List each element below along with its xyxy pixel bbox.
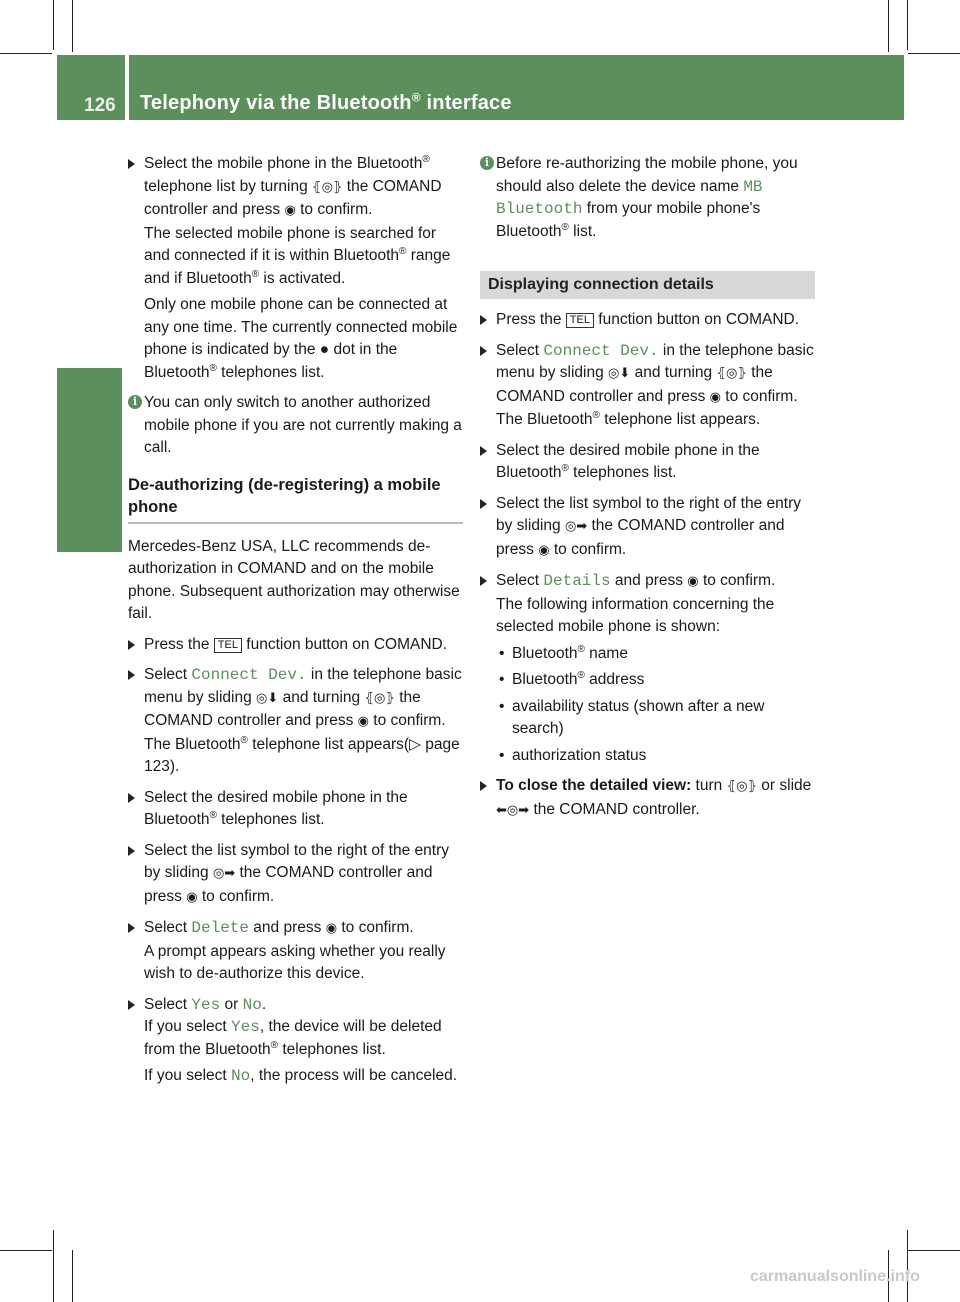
info-icon: i <box>480 156 494 170</box>
menu-item-delete: Delete <box>191 919 249 937</box>
crop-mark <box>0 53 52 54</box>
crop-mark <box>72 1250 73 1302</box>
right-column <box>480 153 815 830</box>
dot-icon: ● <box>319 341 330 358</box>
arrow-icon <box>480 346 487 356</box>
step-delete: Select Delete and press ◉ to confirm. A prompt appears asking whether you really wish to de-authorize this device. <box>128 917 463 986</box>
device-name: MB Bluetooth <box>496 177 763 218</box>
crop-mark <box>908 53 960 54</box>
menu-item-connect-dev: Connect Dev. <box>543 341 659 360</box>
controller-slide-right-icon: ◎➡ <box>564 519 588 534</box>
controller-press-icon: ◉ <box>186 889 198 905</box>
step-list-symbol: Select the list symbol to the right of the entry by sliding ◎➡ the COMAND controller and press ◉ to confirm. <box>128 840 463 910</box>
crop-mark <box>72 0 73 52</box>
arrow-icon <box>480 446 487 456</box>
controller-slide-right-icon: ◎➡ <box>212 866 236 881</box>
crop-mark <box>53 0 54 50</box>
controller-press-icon: ◉ <box>709 389 721 405</box>
info-note: i Before re-authorizing the mobile phone, you should also delete the device name MB Bluetooth from your mobile phone's Bluetooth® list. <box>480 153 815 243</box>
page-ref-icon: ▷ <box>409 735 421 753</box>
arrow-icon <box>128 923 135 933</box>
list-item: • Bluetooth® name <box>496 643 815 666</box>
arrow-icon <box>128 793 135 803</box>
arrow-icon <box>480 499 487 509</box>
crop-mark <box>907 1230 908 1302</box>
crop-mark <box>907 0 908 50</box>
intro-text: Mercedes-Benz USA, LLC recommends de-authorization in COMAND and on the mobile phone. Subsequent authorization may otherwise fail. <box>128 537 460 622</box>
left-column <box>128 153 463 1096</box>
crop-mark <box>0 1250 52 1251</box>
menu-item-connect-dev: Connect Dev. <box>191 666 307 684</box>
arrow-icon <box>480 781 487 791</box>
controller-slide-down-icon: ◎⬇ <box>256 690 279 706</box>
option-yes: Yes <box>191 995 221 1014</box>
arrow-icon <box>480 576 487 586</box>
controller-turn-icon: ⦃◎⦄ <box>364 690 395 706</box>
controller-slide-down-icon: ◎⬇ <box>608 366 631 381</box>
controller-press-icon: ◉ <box>284 203 296 218</box>
crop-mark <box>908 1250 960 1251</box>
info-icon: i <box>128 395 142 409</box>
info-note: i You can only switch to another authorized mobile phone if you are not currently making a call. <box>128 392 463 460</box>
arrow-icon <box>128 640 135 650</box>
controller-press-icon: ◉ <box>538 542 550 558</box>
arrow-icon <box>128 846 135 856</box>
step-press-tel: Press the TEL function button on COMAND. <box>480 309 815 332</box>
option-no: No <box>231 1067 251 1085</box>
list-item: • Bluetooth® address <box>496 669 815 692</box>
step-yes-no: Select Yes or No. If you select Yes, the device will be deleted from the Bluetooth® telephones list. If you select No, the process will be canceled. <box>128 994 463 1088</box>
controller-press-icon: ◉ <box>687 574 699 589</box>
option-yes: Yes <box>231 1018 260 1036</box>
step-select-desired: Select the desired mobile phone in the Bluetooth® telephones list. <box>128 787 463 832</box>
step-details: Select Details and press ◉ to confirm. The following information concerning the selected mobile phone is shown: • Bluetooth® name • Bluetooth® address • availability status (shown after a new search) • authorization status <box>480 570 815 767</box>
crop-mark <box>53 1230 54 1302</box>
page-title: Telephony via the Bluetooth® interface <box>140 90 512 114</box>
arrow-icon <box>128 159 135 169</box>
controller-turn-icon: ⦃◎⦄ <box>726 779 757 794</box>
step-connect-dev: Select Connect Dev. in the telephone basic menu by sliding ◎⬇ and turning ⦃◎⦄ the COMAND controller and press ◉ to confirm. The Bluetooth® telephone list appears. <box>480 340 815 432</box>
arrow-icon <box>128 1000 135 1010</box>
section-heading: De-authorizing (de-registering) a mobile phone <box>128 474 463 524</box>
controller-slide-left-right-icon: ⬅◎➡ <box>496 802 530 818</box>
tel-button-icon: TEL <box>566 313 594 328</box>
step-press-tel: Press the TEL function button on COMAND. <box>128 634 463 657</box>
chapter-title: Telephone <box>78 436 103 545</box>
option-no: No <box>242 995 262 1014</box>
step-close-details: To close the detailed view: turn ⦃◎⦄ or slide ⬅◎➡ the COMAND controller. <box>480 775 815 822</box>
step-select-desired: Select the desired mobile phone in the Bluetooth® telephones list. <box>480 440 815 485</box>
tel-button-icon: TEL <box>214 638 242 653</box>
list-item: • authorization status <box>496 745 815 768</box>
controller-turn-icon: ⦃◎⦄ <box>716 366 747 381</box>
controller-press-icon: ◉ <box>325 921 338 936</box>
menu-item-details: Details <box>543 572 611 590</box>
section-heading-bar: Displaying connection details <box>480 271 815 299</box>
controller-press-icon: ◉ <box>357 714 369 729</box>
arrow-icon <box>480 315 487 325</box>
controller-turn-icon: ⦃◎⦄ <box>312 179 343 195</box>
info-list <box>496 643 815 768</box>
crop-mark <box>888 0 889 52</box>
list-item: • availability status (shown after a new search) <box>496 696 815 741</box>
header-separator <box>125 55 129 120</box>
step-select-phone: Select the mobile phone in the Bluetooth® telephone list by turning ⦃◎⦄ the COMAND controller and press ◉ to confirm. The selected mobile phone is searched for and connected if it is within Bluetooth® range and if Bluetooth® is activated. Only one mobile phone can be connected at any one time. The currently connected mobile phone is indicated by the ● dot in the Bluetooth® telephones list. <box>128 153 463 384</box>
step-list-symbol: Select the list symbol to the right of the entry by sliding ◎➡ the COMAND controller and press ◉ to confirm. <box>480 493 815 563</box>
watermark: carmanualsonline.info <box>750 1268 920 1285</box>
arrow-icon <box>128 670 135 680</box>
step-connect-dev: Select Connect Dev. in the telephone basic menu by sliding ◎⬇ and turning ⦃◎⦄ the COMAND controller and press ◉ to confirm. The Bluetooth® telephone list appears(▷ page 123). <box>128 664 463 779</box>
page-number: 126 <box>84 95 116 116</box>
